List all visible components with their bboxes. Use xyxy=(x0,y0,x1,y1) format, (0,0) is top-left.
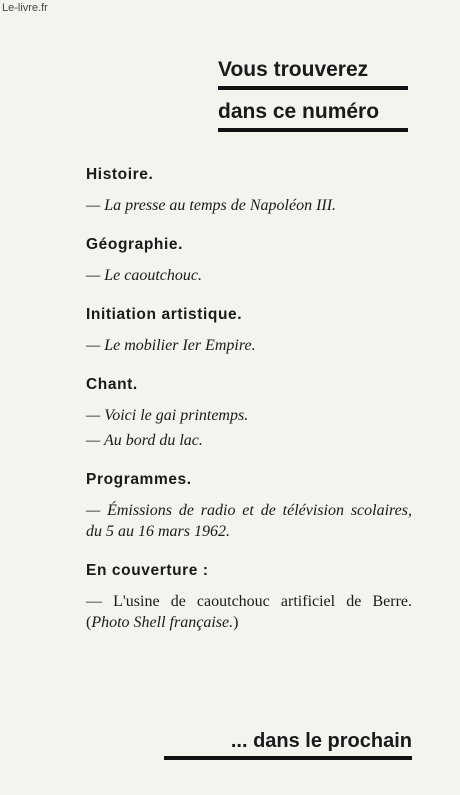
photo-credit-close: ) xyxy=(233,614,239,631)
contents-list xyxy=(86,164,412,651)
photo-credit-open: ( xyxy=(86,614,92,631)
next-issue-heading: ... dans le prochain xyxy=(164,728,412,760)
cover-description: — L'usine de caoutchouc artificiel de Berre. xyxy=(86,593,412,610)
section-item: — Voici le gai printemps. xyxy=(86,407,249,424)
photo-credit: Photo Shell française. xyxy=(91,614,234,631)
watermark-text: Le-livre.fr xyxy=(2,2,48,14)
section-title: Géographie. xyxy=(86,236,184,253)
section-title: Chant. xyxy=(86,376,138,393)
section-chant xyxy=(86,374,412,451)
section-title: Histoire. xyxy=(86,166,154,183)
heading-line-1: Vous trouverez xyxy=(218,56,408,90)
section-title: Initiation artistique. xyxy=(86,306,243,323)
section-en-couverture xyxy=(86,560,412,633)
heading-line-2: dans ce numéro xyxy=(218,98,408,132)
section-histoire xyxy=(86,164,412,216)
section-item: — Le mobilier Ier Empire. xyxy=(86,337,256,354)
section-geographie xyxy=(86,234,412,286)
contents-heading xyxy=(218,56,408,140)
section-programmes xyxy=(86,469,412,542)
section-title: Programmes. xyxy=(86,471,192,488)
section-item: — Le caoutchouc. xyxy=(86,267,202,284)
section-item xyxy=(86,591,412,633)
section-item: — Émissions de radio et de télévision scolaires, du 5 au 16 mars 1962. xyxy=(86,502,412,540)
section-title: En couverture : xyxy=(86,562,209,579)
section-initiation-artistique xyxy=(86,304,412,356)
section-item: — Au bord du lac. xyxy=(86,432,203,449)
section-item: — La presse au temps de Napoléon III. xyxy=(86,197,337,214)
